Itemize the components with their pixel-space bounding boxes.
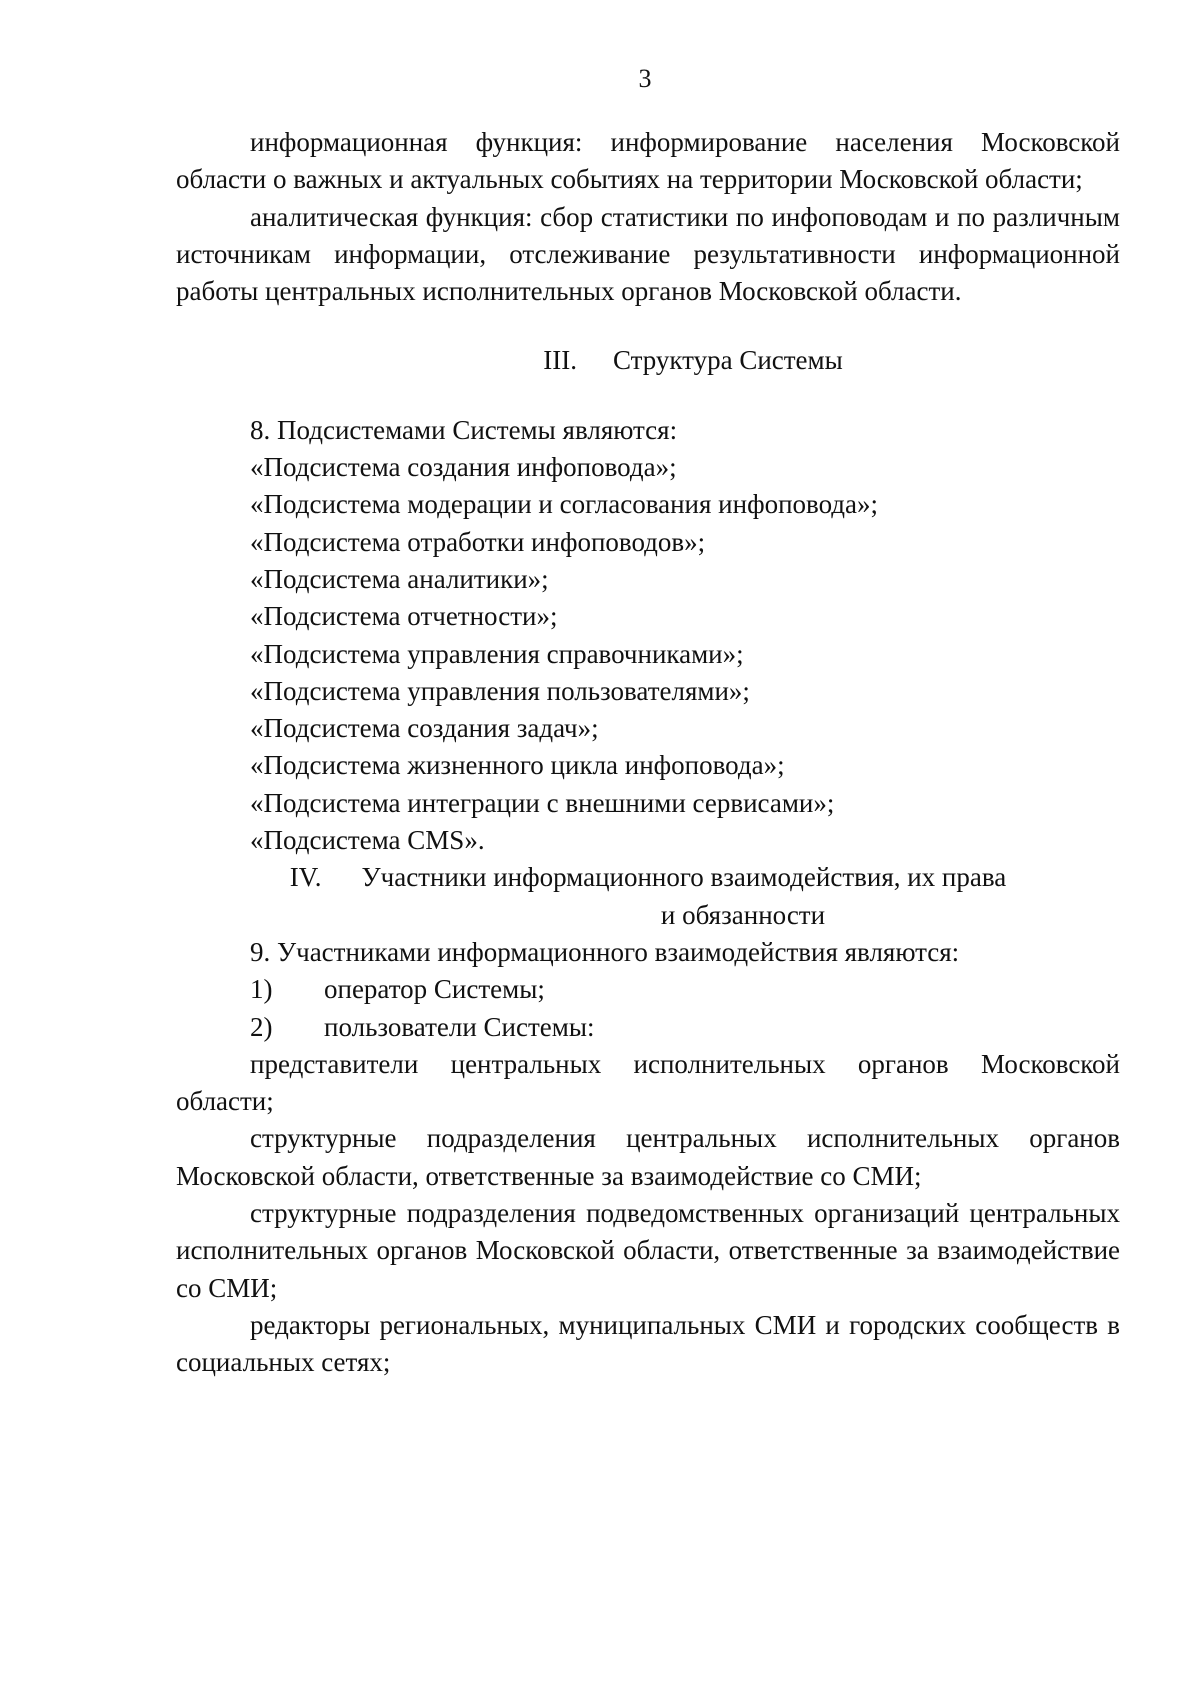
list-item: «Подсистема создания задач»; bbox=[250, 713, 599, 744]
list-item: «Подсистема аналитики»; bbox=[250, 563, 549, 594]
section-heading-structure bbox=[176, 342, 1120, 379]
participant-item bbox=[176, 1009, 1120, 1046]
paragraph-user-type: структурные подразделения подведомственных организаций центральных исполнительных органов Московской области, ответственные за взаимодействие со СМИ; bbox=[176, 1198, 1120, 1303]
section-title-line-2: и обязанности bbox=[660, 899, 826, 930]
list-item: «Подсистема модерации и согласования инфоповода»; bbox=[250, 489, 879, 520]
list-marker: 2) bbox=[250, 1011, 273, 1042]
participant-text: пользователи Системы: bbox=[324, 1011, 595, 1042]
list-marker: 1) bbox=[250, 974, 273, 1005]
paragraph-user-type: структурные подразделения центральных исполнительных органов Московской области, ответственные за взаимодействие со СМИ; bbox=[176, 1123, 1120, 1191]
section-number: III. bbox=[543, 345, 577, 376]
section-number: IV. bbox=[289, 862, 322, 893]
paragraph-user-type: представители центральных исполнительных органов Московской области; bbox=[176, 1048, 1120, 1117]
page-number: 3 bbox=[638, 64, 652, 93]
list-item: «Подсистема управления пользователями»; bbox=[250, 675, 750, 706]
list-item: «Подсистема интеграции с внешними сервисами»; bbox=[250, 787, 835, 818]
section-title-line-1: Участники информационного взаимодействия, их права bbox=[361, 862, 1007, 893]
list-item: «Подсистема жизненного цикла инфоповода»; bbox=[250, 750, 785, 781]
item-9-intro: 9. Участниками информационного взаимодействия являются: bbox=[250, 936, 960, 967]
subsystem-list bbox=[176, 449, 1120, 859]
section-heading-participants bbox=[176, 859, 1120, 934]
list-item: «Подсистема отработки инфоповодов»; bbox=[250, 526, 706, 557]
paragraph-analytical-function: аналитическая функция: сбор статистики по инфоповодам и по различным источникам информации, отслеживание результативности информационной работы центральных исполнительных органов Московской области. bbox=[176, 201, 1120, 307]
section-title: Структура Системы bbox=[612, 345, 843, 376]
paragraph-user-type: редакторы региональных, муниципальных СМИ и городских сообществ в социальных сетях; bbox=[176, 1309, 1120, 1378]
list-item: «Подсистема CMS». bbox=[250, 825, 485, 856]
document-body bbox=[176, 124, 1120, 1382]
item-8-intro: 8. Подсистемами Системы являются: bbox=[250, 414, 678, 445]
list-item: «Подсистема управления справочниками»; bbox=[250, 638, 744, 669]
list-item: «Подсистема создания инфоповода»; bbox=[250, 452, 677, 483]
participant-text: оператор Системы; bbox=[324, 974, 545, 1005]
paragraph-information-function: информационная функция: информирование населения Московской области о важных и актуальных событиях на территории Московской области; bbox=[176, 127, 1120, 195]
participant-item bbox=[176, 971, 1120, 1008]
list-item: «Подсистема отчетности»; bbox=[250, 601, 558, 632]
